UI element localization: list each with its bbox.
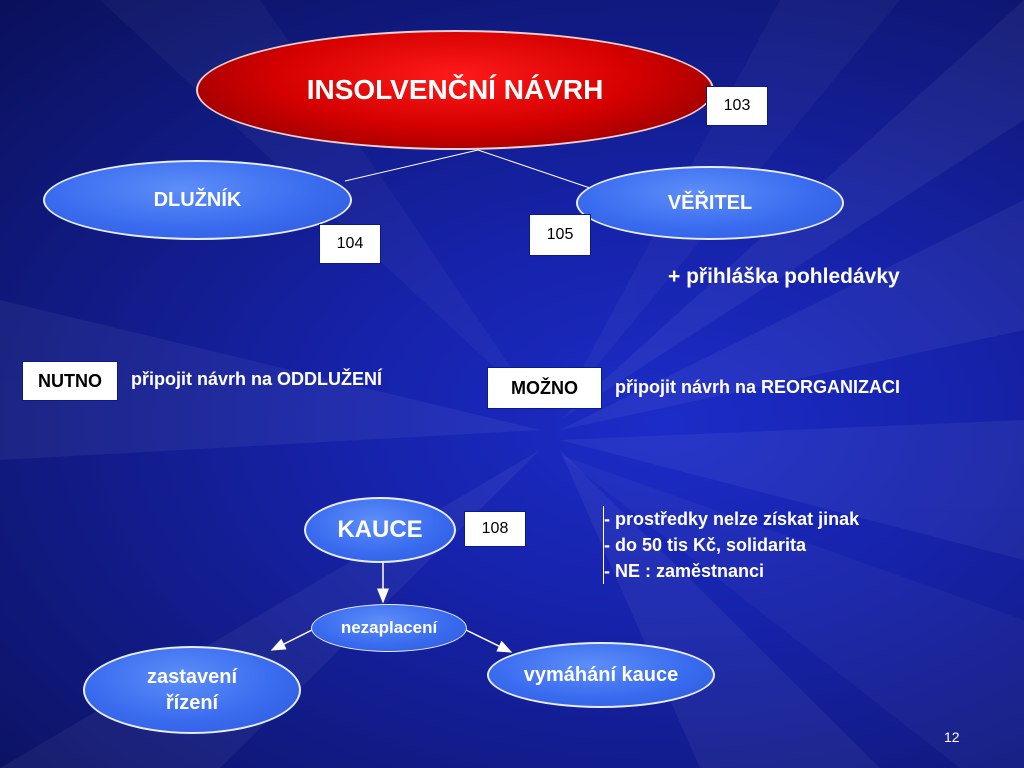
stop-proceedings-line2: řízení [165, 692, 219, 714]
slide-number: 12 [944, 729, 960, 745]
unpaid-label: nezaplacení [340, 618, 438, 637]
collect-deposit-node [487, 642, 715, 708]
deposit-note-item: - do 50 tis Kč, solidarita [604, 535, 807, 555]
ref-box-105 [529, 214, 591, 256]
deposit-note-item: - NE : zaměstnanci [604, 561, 765, 581]
ref-box-104 [319, 224, 381, 264]
arrow-unpaid-stop [272, 630, 312, 650]
arrow-unpaid-collect [466, 630, 511, 652]
unpaid-node [311, 604, 467, 652]
debtor-node [43, 160, 352, 240]
creditor-note: + přihláška pohledávky [668, 265, 900, 288]
ref-box-108 [464, 511, 526, 547]
insolvency-petition-node [196, 30, 714, 150]
creditor-node [576, 166, 844, 240]
creditor-label: VĚŘITEL [667, 191, 753, 214]
required-tag-label: NUTNO [38, 370, 102, 391]
collect-deposit-label: vymáhání kauce [523, 663, 679, 686]
ref-104-label: 104 [336, 235, 364, 252]
stop-proceedings-line1: zastavení [146, 666, 238, 688]
required-tag [22, 361, 118, 401]
deposit-note-item: - prostředky nelze získat jinak [604, 509, 860, 529]
stop-proceedings-node [83, 646, 301, 734]
debtor-label: DLUŽNÍK [153, 188, 242, 211]
connector-title-creditor [478, 150, 590, 188]
required-text: připojit návrh na ODDLUŽENÍ [131, 369, 383, 389]
insolvency-petition-label: INSOLVENČNÍ NÁVRH [306, 74, 604, 105]
ref-105-label: 105 [546, 226, 574, 243]
optional-text: připojit návrh na REORGANIZACI [615, 377, 901, 397]
ref-box-103 [706, 86, 768, 126]
ref-103-label: 103 [723, 97, 751, 114]
deposit-node [304, 497, 456, 563]
deposit-label: KAUCE [337, 516, 423, 543]
optional-tag [487, 367, 602, 409]
connector-title-debtor [345, 150, 478, 181]
optional-tag-label: MOŽNO [511, 377, 578, 398]
ref-108-label: 108 [481, 520, 509, 537]
deposit-notes [603, 506, 859, 584]
